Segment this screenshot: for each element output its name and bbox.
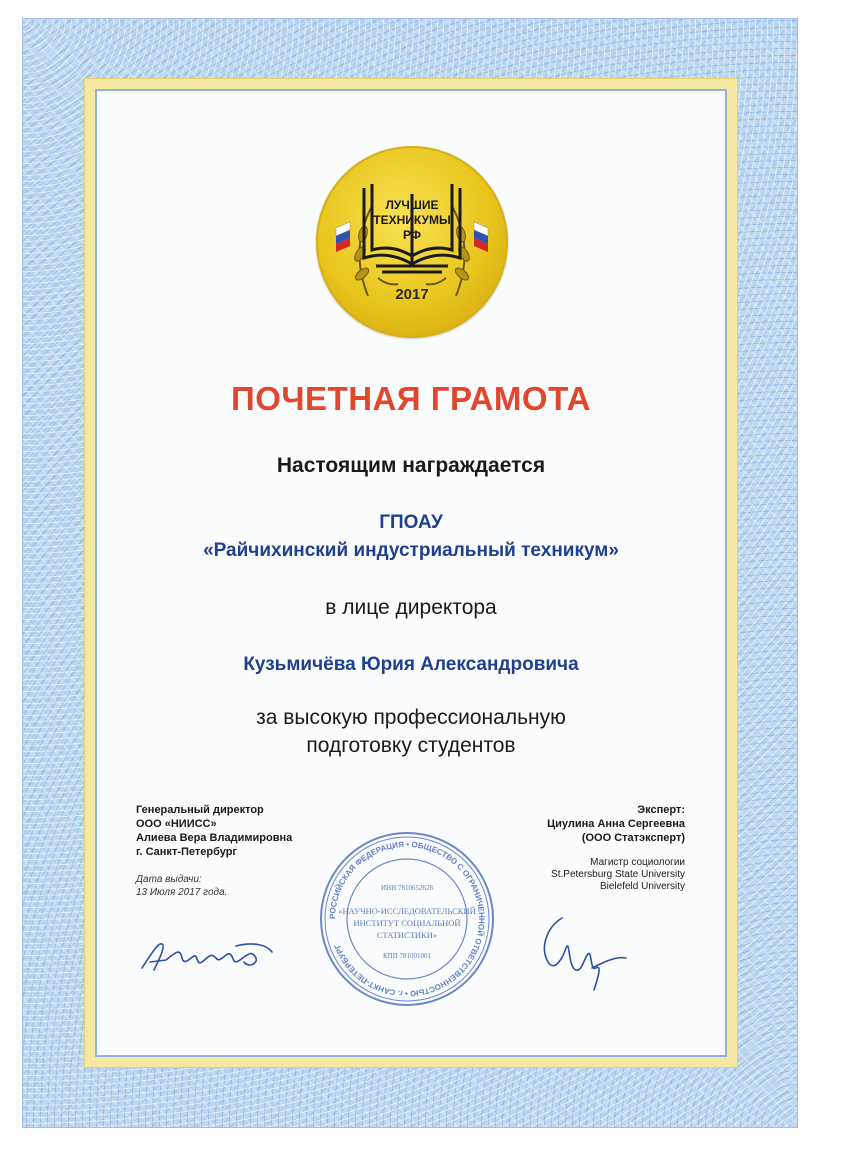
stamp-line-1: «НАУЧНО-ИССЛЕДОВАТЕЛЬСКИЙ xyxy=(338,906,476,916)
stamp-inn: ИНН 7810652628 xyxy=(381,884,433,892)
recipient-name: Кузьмичёва Юрия Александровича xyxy=(243,654,579,675)
right-university-2: Bielefeld University xyxy=(599,881,685,892)
org-full-name: «Райчихинский индустриальный техникум» xyxy=(203,540,619,561)
left-signature-icon xyxy=(136,932,276,978)
org-short-name: ГПОАУ xyxy=(379,512,443,533)
medal-year: 2017 xyxy=(395,286,429,303)
right-degree: Магистр социологии xyxy=(590,857,685,868)
reason-line-1: за высокую профессиональную xyxy=(256,706,566,729)
stamp-kpp: КПП 781001001 xyxy=(382,952,432,960)
left-company: ООО «НИИСС» xyxy=(136,818,217,830)
medal-line-3: РФ xyxy=(402,228,422,242)
stamp-outer-text: РОССИЙСКАЯ ФЕДЕРАЦИЯ • ОБЩЕСТВО С ОГРАНИЧЕННОЙ ОТВЕТСТВЕННОСТЬЮ • г. САНКТ-ПЕТЕРБУРГ xyxy=(327,839,487,999)
medal-emblem xyxy=(316,146,508,338)
official-stamp-icon xyxy=(318,830,496,1008)
right-signature-icon xyxy=(532,908,632,998)
reason-line-2: подготовку студентов xyxy=(306,734,516,757)
issue-date-label: Дата выдачи: xyxy=(136,874,202,885)
medal-line-2: ТЕХНИКУМЫ xyxy=(373,213,451,227)
right-name: Циулина Анна Сергеевна xyxy=(547,818,685,830)
stamp-line-2: ИНСТИТУТ СОЦИАЛЬНОЙ xyxy=(353,918,461,928)
left-position: Генеральный директор xyxy=(136,804,264,816)
awarded-line: Настоящим награждается xyxy=(276,454,546,477)
stamp-line-3: СТАТИСТИКИ» xyxy=(376,930,438,940)
certificate-title: ПОЧЕТНАЯ ГРАМОТА xyxy=(230,380,591,417)
left-city: г. Санкт-Петербург xyxy=(136,846,238,858)
medal-line-1: ЛУЧШИЕ xyxy=(385,198,439,212)
right-university-1: St.Petersburg State University xyxy=(551,869,685,880)
right-signatory xyxy=(480,803,685,893)
issue-date-value: 13 Июля 2017 года. xyxy=(136,887,228,898)
right-company: (ООО Статэксперт) xyxy=(581,832,685,844)
right-role: Эксперт: xyxy=(637,804,685,816)
represented-by: в лице директора xyxy=(325,596,497,619)
certificate-content xyxy=(100,94,722,1052)
left-name: Алиева Вера Владимировна xyxy=(136,832,293,844)
